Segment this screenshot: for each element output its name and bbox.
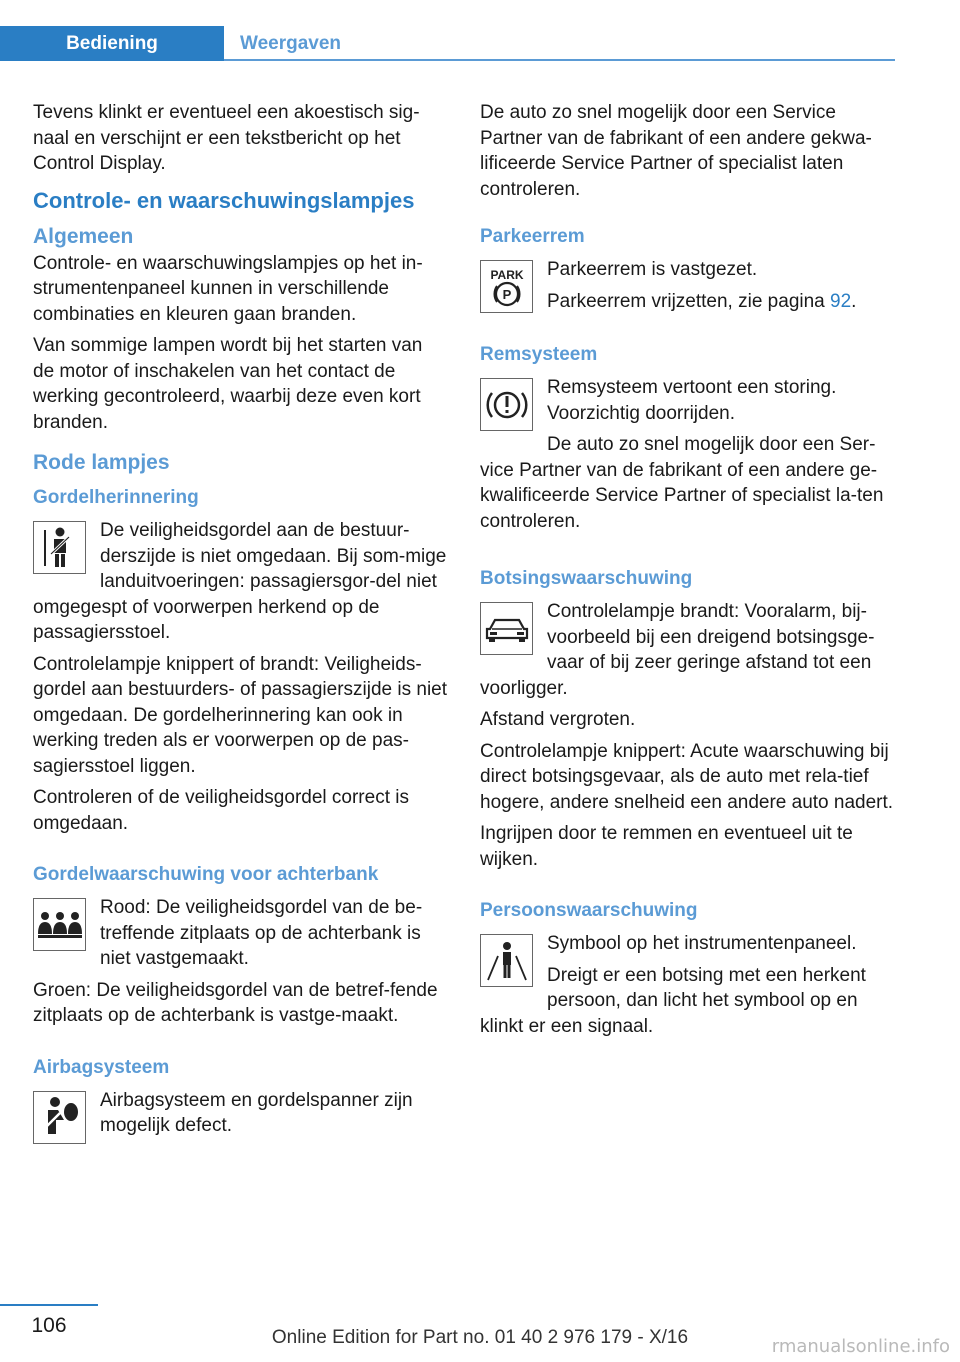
page-number-rule bbox=[0, 1304, 98, 1306]
airbag-icon bbox=[33, 1091, 86, 1144]
pedestrian-icon bbox=[480, 934, 533, 987]
belt-reminder-title: Gordelherinnering bbox=[33, 487, 199, 508]
page-92-link[interactable]: 92 bbox=[830, 290, 852, 312]
seatbelt-icon bbox=[33, 521, 86, 574]
parking-brake-ref-suffix: . bbox=[851, 290, 857, 312]
right-column bbox=[480, 100, 895, 1045]
general-paragraph-1: Controle- en waarschuwingslampjes op het in-strumentenpaneel kunnen in verschillende combinaties en kleuren gaan branden. bbox=[33, 252, 423, 325]
rear-seatbelt-icon bbox=[33, 898, 86, 951]
rear-belt-paragraph-1: Rood: De veiligheidsgordel van de be-treffende zitplaats op de achterbank is niet vastgemaakt. bbox=[100, 897, 423, 969]
tab-bediening[interactable]: Bediening bbox=[0, 26, 224, 61]
tab-weergaven[interactable]: Weergaven bbox=[240, 32, 342, 54]
general-paragraph-2: Van sommige lampen wordt bij het starten van de motor of inschakelen van het contact de werking gecontroleerd, waarbij deze even kort branden. bbox=[33, 335, 423, 433]
page-number: 106 bbox=[31, 1314, 67, 1337]
airbag-title: Airbagsysteem bbox=[33, 1056, 170, 1078]
watermark: rmanualsonline.info bbox=[771, 1336, 950, 1357]
left-column bbox=[33, 100, 448, 1150]
airbag-paragraph-1: Airbagsysteem en gordelspanner zijn mogelijk defect. bbox=[100, 1089, 413, 1136]
rear-belt-title: Gordelwaarschuwing voor achterbank bbox=[33, 864, 379, 885]
collision-paragraph-4: Ingrijpen door te remmen en eventueel uit te wijken. bbox=[480, 823, 853, 870]
collision-warning-title: Botsingswaarschuwing bbox=[480, 568, 693, 589]
pedestrian-paragraph-1: Symbool op het instrumentenpaneel. bbox=[547, 933, 857, 954]
subsection-rode-lampjes: Rode lampjes bbox=[33, 451, 170, 474]
collision-paragraph-1: Controlelampje brandt: Vooralarm, bij-voorbeeld bij een dreigend botsingsge-vaar of bij zeer geringe afstand tot een voorligger. bbox=[480, 601, 875, 699]
parking-brake-paragraph-1: Parkeerrem is vastgezet. bbox=[547, 259, 758, 280]
brake-paragraph-2: De auto zo snel mogelijk door een Ser-vice Partner van de fabrikant of een andere ge-kwalificeerde Service Partner of specialist la-ten controleren. bbox=[480, 434, 884, 532]
section-title: Controle- en waarschuwingslampjes bbox=[33, 187, 415, 213]
brake-system-title: Remsysteem bbox=[480, 344, 598, 365]
collision-paragraph-2: Afstand vergroten. bbox=[480, 709, 636, 730]
edition-footer: Online Edition for Part no. 01 40 2 976 179 - X/16 bbox=[271, 1327, 689, 1348]
parking-brake-icon bbox=[480, 260, 533, 313]
brake-warning-icon bbox=[480, 378, 533, 431]
parking-brake-title: Parkeerrem bbox=[480, 226, 585, 247]
rear-belt-paragraph-2: Groen: De veiligheidsgordel van de betref-fende zitplaats op de achterbank is vastge-maakt. bbox=[33, 979, 438, 1026]
header-tabbar bbox=[0, 26, 895, 61]
header-rule bbox=[224, 59, 895, 61]
collision-paragraph-3: Controlelampje knippert: Acute waarschuwing bij direct botsingsgevaar, als de auto met rela-tief hogere, andere snelheid een andere auto nadert. bbox=[480, 740, 894, 813]
belt-paragraph-2: Controlelampje knippert of brandt: Veiligheids-gordel aan bestuurders- of passagierszijde is niet omgedaan. De gordelherinnering kan ook in werking treden als er voorwerpen op de pas-sagiersstoel liggen. bbox=[33, 653, 448, 777]
pedestrian-warning-title: Persoonswaarschuwing bbox=[480, 900, 698, 921]
service-paragraph: De auto zo snel mogelijk door een Service Partner van de fabrikant of een andere gekwa-lificeerde Service Partner of specialist laten controleren. bbox=[480, 102, 872, 200]
park-icon-label: PARK bbox=[489, 267, 524, 282]
pedestrian-paragraph-2: Dreigt er een botsing met een herkent persoon, dan licht het symbool op en klinkt er een signaal. bbox=[480, 964, 866, 1037]
parking-brake-ref-text: Parkeerrem vrijzetten, zie pagina bbox=[547, 290, 831, 312]
belt-paragraph-1: De veiligheidsgordel aan de bestuur-derszijde is niet omgedaan. Bij som-mige landuitvoeringen: passagiersgor-del niet omgegespt of voorwerpen herkend op de passagiersstoel. bbox=[33, 520, 447, 643]
collision-car-icon bbox=[480, 602, 533, 655]
subsection-algemeen: Algemeen bbox=[33, 224, 134, 248]
svg-text:P: P bbox=[502, 286, 511, 302]
belt-paragraph-3: Controleren of de veiligheidsgordel correct is omgedaan. bbox=[33, 787, 409, 834]
brake-paragraph-1: Remsysteem vertoont een storing. Voorzichtig doorrijden. bbox=[547, 377, 837, 424]
intro-paragraph: Tevens klinkt er eventueel een akoestisch sig-naal en verschijnt er een tekstbericht op het Control Display. bbox=[33, 102, 420, 174]
parking-brake-paragraph-2 bbox=[480, 286, 895, 315]
